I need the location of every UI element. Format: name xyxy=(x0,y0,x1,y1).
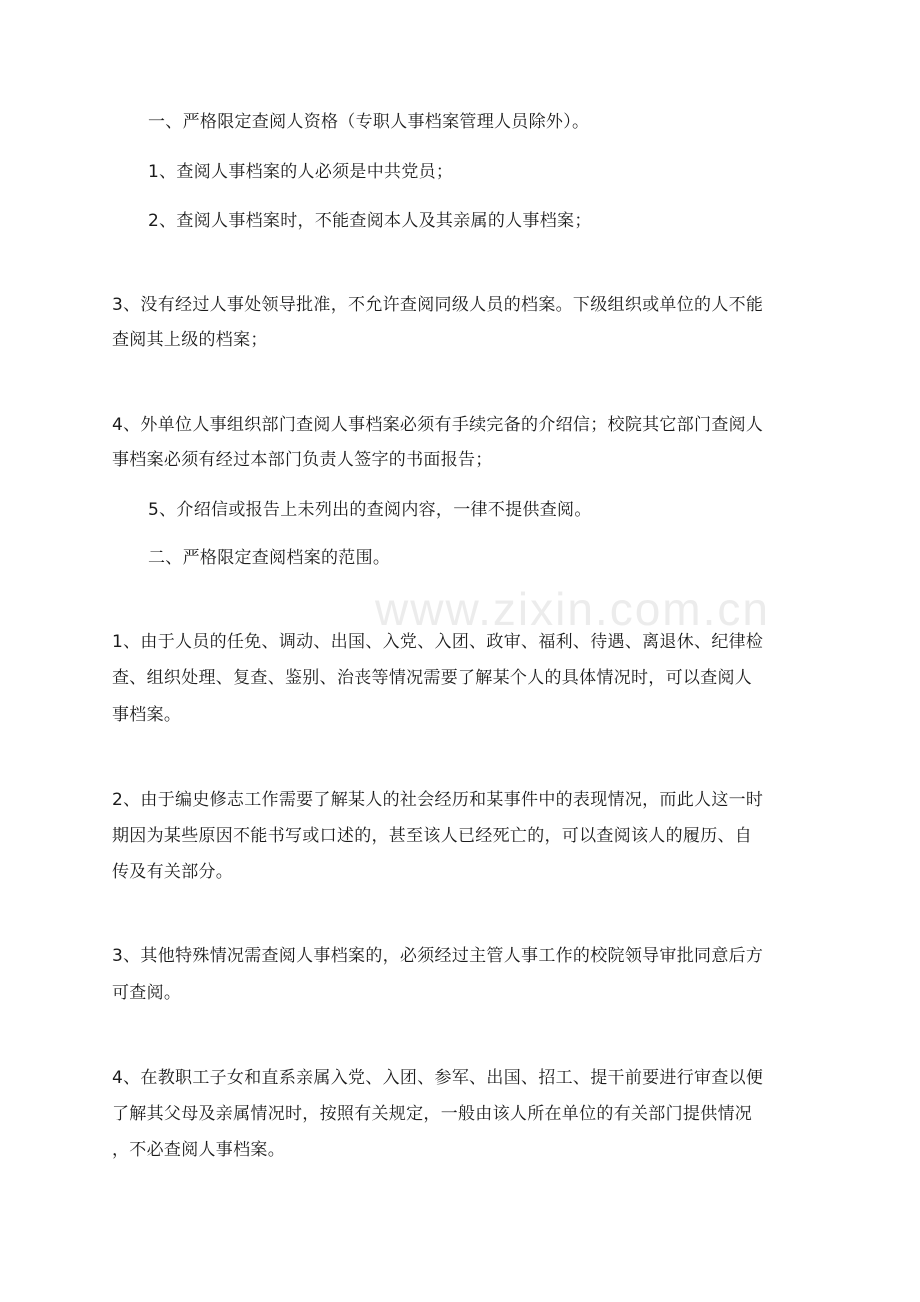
paragraph-line: 了解其父母及亲属情况时，按照有关规定，一般由该人所在单位的有关部门提供情况 xyxy=(112,1104,753,1124)
paragraph-line: 传及有关部分。 xyxy=(112,862,234,882)
paragraph-line: 5、介绍信或报告上未列出的查阅内容，一律不提供查阅。 xyxy=(148,500,592,520)
section-heading-1: 一、严格限定查阅人资格（专职人事档案管理人员除外）。 xyxy=(148,112,590,132)
paragraph-line: 事档案。 xyxy=(112,705,182,725)
watermark: www.zixin.com.cn xyxy=(375,583,770,635)
section-heading-2: 二、严格限定查阅档案的范围。 xyxy=(148,548,391,568)
paragraph-line: 4、在教职工子女和直系亲属入党、入团、参军、出国、招工、提干前要进行审查以便 xyxy=(112,1068,764,1088)
paragraph-line: 3、没有经过人事处领导批准，不允许查阅同级人员的档案。下级组织或单位的人不能 xyxy=(112,295,764,315)
paragraph-line: 3、其他特殊情况需查阅人事档案的，必须经过主管人事工作的校院领导审批同意后方 xyxy=(112,946,764,966)
paragraph-line: ，不必查阅人事档案。 xyxy=(112,1140,285,1160)
paragraph-line: 1、查阅人事档案的人必须是中共党员； xyxy=(148,162,454,182)
paragraph-line: 2、查阅人事档案时，不能查阅本人及其亲属的人事档案； xyxy=(148,211,592,231)
paragraph-line: 1、由于人员的任免、调动、出国、入党、入团、政审、福利、待遇、离退休、纪律检 xyxy=(112,632,764,652)
paragraph-line: 可查阅。 xyxy=(112,983,182,1003)
paragraph-line: 查、组织处理、复查、鉴别、治丧等情况需要了解某个人的具体情况时，可以查阅人 xyxy=(112,668,753,688)
paragraph-line: 期因为某些原因不能书写或口述的，甚至该人已经死亡的，可以查阅该人的履历、自 xyxy=(112,826,753,846)
paragraph-line: 查阅其上级的档案； xyxy=(112,330,268,350)
paragraph-line: 4、外单位人事组织部门查阅人事档案必须有手续完备的介绍信；校院其它部门查阅人 xyxy=(112,415,764,435)
paragraph-line: 事档案必须有经过本部门负责人签字的书面报告； xyxy=(112,450,493,470)
paragraph-line: 2、由于编史修志工作需要了解某人的社会经历和某事件中的表现情况，而此人这一时 xyxy=(112,790,764,810)
